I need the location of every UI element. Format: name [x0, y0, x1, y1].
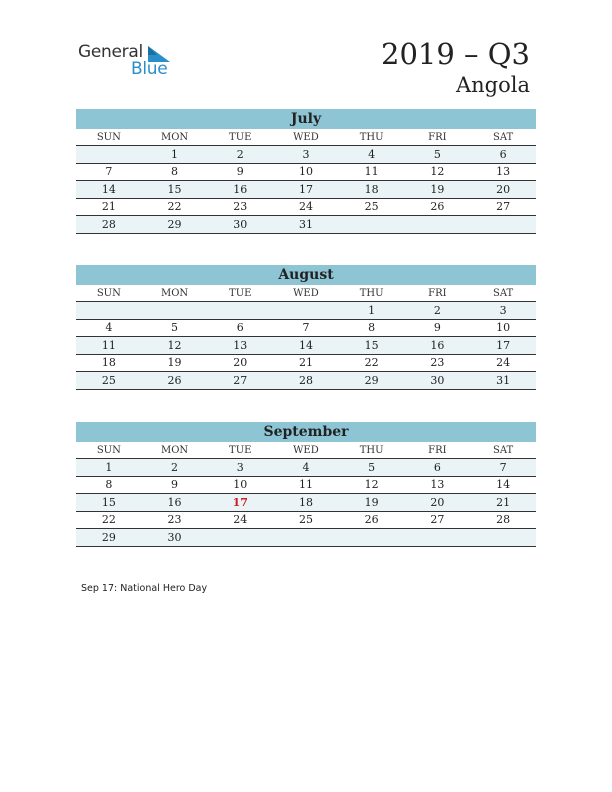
week-row	[76, 354, 536, 372]
day-cell: 20	[470, 181, 536, 199]
holiday-day-cell: 17	[207, 494, 273, 512]
day-cell: 16	[207, 181, 273, 199]
month-title: August	[76, 265, 536, 285]
day-cell: 12	[142, 337, 208, 355]
country-name: Angola	[455, 73, 530, 97]
calendar-grid-july	[76, 129, 536, 234]
week-row	[76, 494, 536, 512]
day-cell: 19	[339, 494, 405, 512]
day-cell: 1	[142, 146, 208, 164]
day-cell: 19	[405, 181, 471, 199]
day-cell: 10	[470, 319, 536, 337]
month-august	[76, 265, 536, 390]
holiday-note: Sep 17: National Hero Day	[81, 583, 208, 594]
day-cell: 17	[273, 181, 339, 199]
day-cell: 5	[142, 319, 208, 337]
day-cell: 19	[142, 354, 208, 372]
day-cell: 5	[339, 459, 405, 477]
empty-day-cell	[207, 529, 273, 547]
day-cell: 22	[339, 354, 405, 372]
day-cell: 28	[76, 216, 142, 234]
day-cell: 18	[76, 354, 142, 372]
day-cell: 26	[405, 198, 471, 216]
day-cell: 6	[207, 319, 273, 337]
day-cell: 23	[405, 354, 471, 372]
weekday-header: FRI	[405, 285, 471, 302]
day-cell: 8	[339, 319, 405, 337]
week-row	[76, 198, 536, 216]
week-row	[76, 163, 536, 181]
month-july	[76, 109, 536, 234]
day-cell: 1	[339, 302, 405, 320]
weekday-header: THU	[339, 442, 405, 459]
weekday-header: WED	[273, 129, 339, 146]
week-row	[76, 529, 536, 547]
weekday-header: FRI	[405, 442, 471, 459]
day-cell: 15	[142, 181, 208, 199]
day-cell: 8	[142, 163, 208, 181]
day-cell: 2	[405, 302, 471, 320]
day-cell: 30	[405, 372, 471, 390]
day-cell: 13	[207, 337, 273, 355]
generalblue-logo	[78, 42, 188, 82]
day-cell: 28	[470, 511, 536, 529]
week-row	[76, 216, 536, 234]
day-cell: 7	[273, 319, 339, 337]
day-cell: 21	[470, 494, 536, 512]
day-cell: 14	[273, 337, 339, 355]
empty-day-cell	[273, 302, 339, 320]
day-cell: 16	[405, 337, 471, 355]
week-row	[76, 146, 536, 164]
day-cell: 2	[142, 459, 208, 477]
day-cell: 29	[339, 372, 405, 390]
empty-day-cell	[470, 529, 536, 547]
day-cell: 24	[470, 354, 536, 372]
week-row	[76, 302, 536, 320]
empty-day-cell	[339, 216, 405, 234]
empty-day-cell	[470, 216, 536, 234]
weekday-header: SAT	[470, 129, 536, 146]
week-row	[76, 319, 536, 337]
weekday-header: MON	[142, 442, 208, 459]
day-cell: 30	[142, 529, 208, 547]
day-cell: 12	[405, 163, 471, 181]
day-cell: 1	[76, 459, 142, 477]
weekday-header: WED	[273, 442, 339, 459]
empty-day-cell	[76, 146, 142, 164]
day-cell: 21	[273, 354, 339, 372]
day-cell: 10	[207, 476, 273, 494]
day-cell: 29	[76, 529, 142, 547]
day-cell: 3	[273, 146, 339, 164]
weekday-header: WED	[273, 285, 339, 302]
empty-day-cell	[76, 302, 142, 320]
page-title: 2019 – Q3	[381, 37, 530, 71]
day-cell: 14	[76, 181, 142, 199]
day-cell: 18	[273, 494, 339, 512]
day-cell: 11	[76, 337, 142, 355]
week-row	[76, 181, 536, 199]
empty-day-cell	[207, 302, 273, 320]
day-cell: 3	[207, 459, 273, 477]
week-row	[76, 511, 536, 529]
week-row	[76, 337, 536, 355]
day-cell: 20	[405, 494, 471, 512]
day-cell: 10	[273, 163, 339, 181]
empty-day-cell	[405, 216, 471, 234]
day-cell: 23	[142, 511, 208, 529]
empty-day-cell	[339, 529, 405, 547]
weekday-header: SAT	[470, 442, 536, 459]
day-cell: 21	[76, 198, 142, 216]
day-cell: 11	[273, 476, 339, 494]
week-row	[76, 459, 536, 477]
day-cell: 20	[207, 354, 273, 372]
week-row	[76, 476, 536, 494]
day-cell: 22	[76, 511, 142, 529]
day-cell: 29	[142, 216, 208, 234]
weekday-header: THU	[339, 285, 405, 302]
day-cell: 3	[470, 302, 536, 320]
weekday-header: SUN	[76, 129, 142, 146]
day-cell: 13	[405, 476, 471, 494]
day-cell: 27	[207, 372, 273, 390]
day-cell: 9	[142, 476, 208, 494]
calendar-grid-august	[76, 285, 536, 390]
weekday-header: MON	[142, 285, 208, 302]
weekday-header: MON	[142, 129, 208, 146]
day-cell: 25	[339, 198, 405, 216]
day-cell: 25	[76, 372, 142, 390]
day-cell: 24	[207, 511, 273, 529]
day-cell: 18	[339, 181, 405, 199]
empty-day-cell	[273, 529, 339, 547]
day-cell: 4	[273, 459, 339, 477]
day-cell: 14	[470, 476, 536, 494]
month-september	[76, 422, 536, 547]
day-cell: 26	[142, 372, 208, 390]
day-cell: 8	[76, 476, 142, 494]
day-cell: 22	[142, 198, 208, 216]
day-cell: 27	[470, 198, 536, 216]
day-cell: 5	[405, 146, 471, 164]
weekday-header: FRI	[405, 129, 471, 146]
day-cell: 31	[273, 216, 339, 234]
day-cell: 9	[207, 163, 273, 181]
day-cell: 23	[207, 198, 273, 216]
calendar-grid-september	[76, 442, 536, 547]
day-cell: 9	[405, 319, 471, 337]
weekday-header: SUN	[76, 442, 142, 459]
day-cell: 2	[207, 146, 273, 164]
month-title: September	[76, 422, 536, 442]
day-cell: 17	[470, 337, 536, 355]
day-cell: 31	[470, 372, 536, 390]
day-cell: 25	[273, 511, 339, 529]
month-title: July	[76, 109, 536, 129]
day-cell: 6	[470, 146, 536, 164]
day-cell: 30	[207, 216, 273, 234]
day-cell: 7	[76, 163, 142, 181]
day-cell: 12	[339, 476, 405, 494]
logo-text-blue: Blue	[131, 59, 168, 79]
day-cell: 28	[273, 372, 339, 390]
holiday-notes	[81, 583, 207, 594]
day-cell: 16	[142, 494, 208, 512]
day-cell: 4	[339, 146, 405, 164]
day-cell: 11	[339, 163, 405, 181]
day-cell: 4	[76, 319, 142, 337]
day-cell: 27	[405, 511, 471, 529]
weekday-header: SUN	[76, 285, 142, 302]
empty-day-cell	[405, 529, 471, 547]
day-cell: 6	[405, 459, 471, 477]
week-row	[76, 372, 536, 390]
day-cell: 13	[470, 163, 536, 181]
day-cell: 24	[273, 198, 339, 216]
day-cell: 15	[76, 494, 142, 512]
weekday-header: TUE	[207, 285, 273, 302]
weekday-header: THU	[339, 129, 405, 146]
weekday-header: TUE	[207, 129, 273, 146]
day-cell: 15	[339, 337, 405, 355]
weekday-header: SAT	[470, 285, 536, 302]
day-cell: 26	[339, 511, 405, 529]
weekday-header: TUE	[207, 442, 273, 459]
logo-text-general: General	[78, 42, 143, 62]
empty-day-cell	[142, 302, 208, 320]
day-cell: 7	[470, 459, 536, 477]
